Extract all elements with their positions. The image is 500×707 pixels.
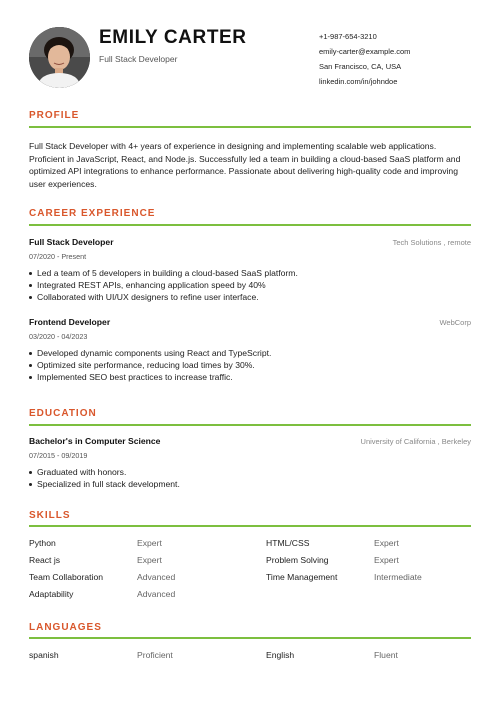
skill-name: HTML/CSS xyxy=(266,538,310,548)
profile-text: Full Stack Developer with 4+ years of experience in designing and implementing scalable web applications. Proficient in JavaScript, React, and Node.js. Successfully led a team in building a cloud-based SaaS platform and optimized API integrations to enhance performance. Passionate about delivering high-quality code and improving user experiences. xyxy=(29,141,461,189)
job-company: Tech Solutions , remote xyxy=(392,238,471,247)
degree-title: Bachelor's in Computer Science xyxy=(29,436,161,446)
skill-level: Advanced xyxy=(137,589,176,599)
skill-name: Python xyxy=(29,538,56,548)
language-level: Proficient xyxy=(137,650,173,660)
bullet-item: Specialized in full stack development. xyxy=(29,478,471,490)
skill-name: React js xyxy=(29,555,61,565)
job-bullets xyxy=(29,347,471,384)
section-title-languages: LANGUAGES xyxy=(29,622,102,633)
section-rule xyxy=(29,126,471,128)
language-name: spanish xyxy=(29,650,59,660)
avatar xyxy=(29,27,90,88)
school-name: University of California , Berkeley xyxy=(360,437,471,446)
bullet-item: Integrated REST APIs, enhancing application speed by 40% xyxy=(29,279,471,291)
section-rule xyxy=(29,424,471,426)
job-entry xyxy=(29,237,471,304)
job-date: 03/2020 - 04/2023 xyxy=(29,332,88,341)
skill-level: Expert xyxy=(374,555,399,565)
candidate-role: Full Stack Developer xyxy=(99,54,178,64)
skill-name: Problem Solving xyxy=(266,555,329,565)
bullet-item: Developed dynamic components using React and TypeScript. xyxy=(29,347,471,359)
section-rule xyxy=(29,637,471,639)
bullet-item: Graduated with honors. xyxy=(29,466,471,478)
section-title-experience: CAREER EXPERIENCE xyxy=(29,208,156,219)
skill-level: Intermediate xyxy=(374,572,422,582)
bullet-item: Optimized site performance, reducing load times by 30%. xyxy=(29,359,471,371)
skill-name: Adaptability xyxy=(29,589,74,599)
language-level: Fluent xyxy=(374,650,398,660)
phone-text: +1-987-654-3210 xyxy=(319,32,377,41)
skill-level: Expert xyxy=(374,538,399,548)
linkedin-text: linkedin.com/in/johndoe xyxy=(319,77,398,86)
section-rule xyxy=(29,525,471,527)
education-date: 07/2015 - 09/2019 xyxy=(29,451,88,460)
skill-level: Advanced xyxy=(137,572,176,582)
job-bullets xyxy=(29,267,471,304)
skill-level: Expert xyxy=(137,538,162,548)
education-entry xyxy=(29,436,471,490)
education-bullets xyxy=(29,466,471,490)
skill-name: Team Collaboration xyxy=(29,572,104,582)
job-title: Frontend Developer xyxy=(29,317,111,327)
location-text: San Francisco, CA, USA xyxy=(319,62,402,71)
language-name: English xyxy=(266,650,295,660)
job-title: Full Stack Developer xyxy=(29,237,114,247)
section-title-skills: SKILLS xyxy=(29,510,71,521)
bullet-item: Collaborated with UI/UX designers to refine user interface. xyxy=(29,291,471,303)
job-entry xyxy=(29,317,471,384)
job-date: 07/2020 - Present xyxy=(29,252,87,261)
job-company: WebCorp xyxy=(439,318,471,327)
section-title-profile: PROFILE xyxy=(29,110,80,121)
bullet-item: Implemented SEO best practices to increase traffic. xyxy=(29,371,471,383)
contact-info xyxy=(319,33,410,93)
bullet-item: Led a team of 5 developers in building a cloud-based SaaS platform. xyxy=(29,267,471,279)
section-rule xyxy=(29,224,471,226)
profile-photo xyxy=(29,27,90,88)
email-text: emily-carter@example.com xyxy=(319,47,411,56)
section-title-education: EDUCATION xyxy=(29,408,97,419)
skill-name: Time Management xyxy=(266,572,338,582)
skill-level: Expert xyxy=(137,555,162,565)
candidate-name: EMILY CARTER xyxy=(99,27,247,48)
